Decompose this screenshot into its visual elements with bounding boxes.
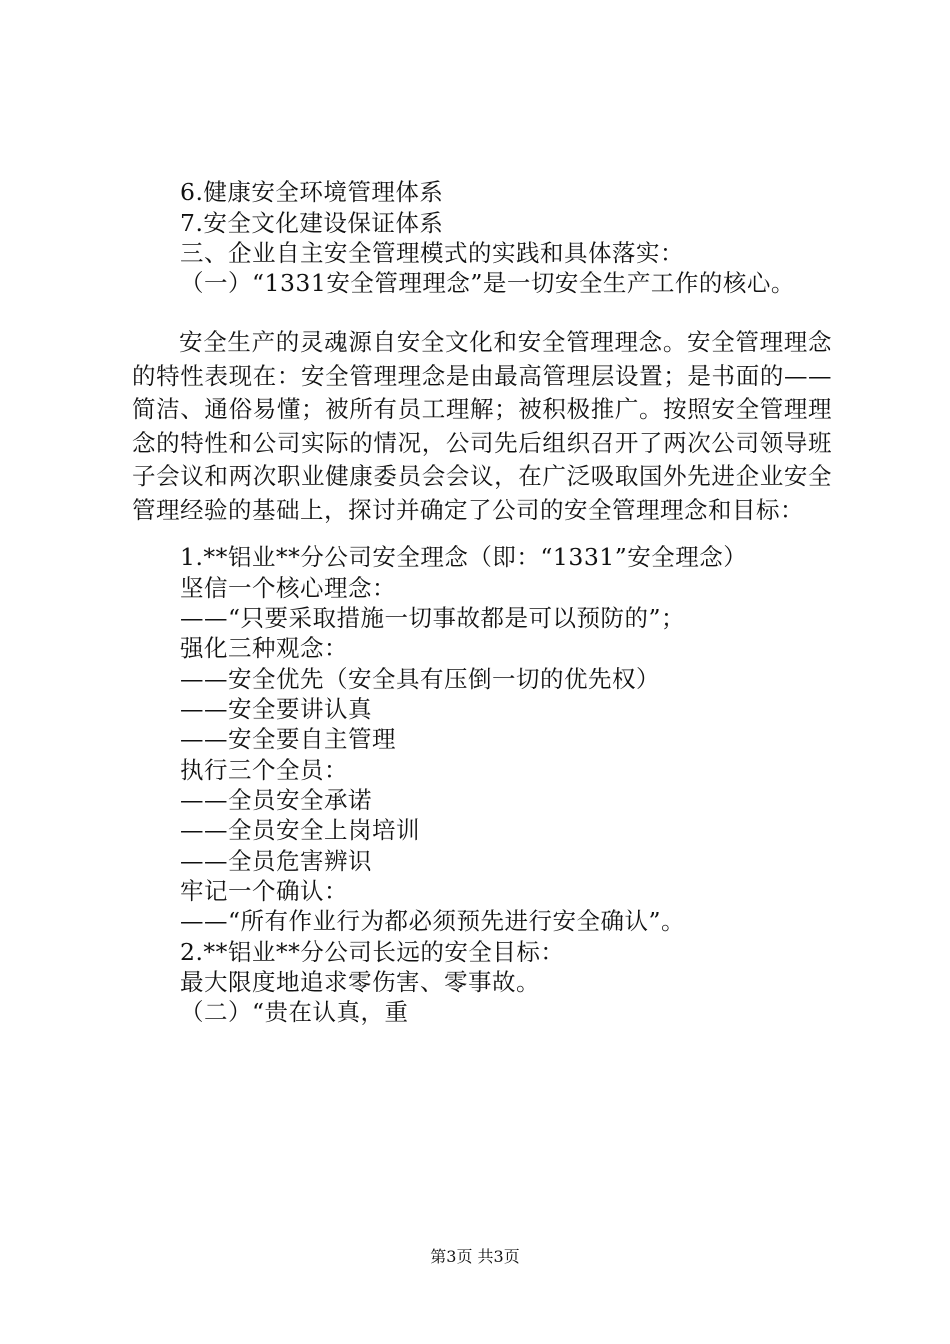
list-item: 执行三个全员： <box>180 756 348 784</box>
list-item: ——全员危害辨识 <box>180 847 372 875</box>
list-item: 6.健康安全环境管理体系 <box>180 178 444 206</box>
page-footer: 第3页 共3页 <box>430 1247 520 1266</box>
list-item: 1.**铝业**分公司安全理念（即：“1331”安全理念） <box>180 543 748 571</box>
list-item: ——“所有作业行为都必须预先进行安全确认”。 <box>180 907 686 935</box>
list-item: ——“只要采取措施一切事故都是可以预防的”； <box>180 604 686 632</box>
list-item: 牢记一个确认： <box>180 877 348 905</box>
list-item: ——安全要讲认真 <box>180 695 372 723</box>
list-item: ——全员安全上岗培训 <box>180 816 420 844</box>
list-item: 2.**铝业**分公司长远的安全目标： <box>180 938 565 966</box>
list-item: 7.安全文化建设保证体系 <box>180 209 444 237</box>
list-item: 最大限度地追求零伤害、零事故。 <box>180 968 540 996</box>
subsection-heading: （一）“1331安全管理理念”是一切安全生产工作的核心。 <box>180 269 795 297</box>
list-item: 坚信一个核心理念： <box>180 574 396 602</box>
list-item: ——全员安全承诺 <box>180 786 372 814</box>
list-item: 强化三种观念： <box>180 634 348 662</box>
section-heading: 三、企业自主安全管理模式的实践和具体落实： <box>180 239 684 267</box>
list-item: ——安全优先（安全具有压倒一切的优先权） <box>180 665 660 693</box>
list-item: ——安全要自主管理 <box>180 725 396 753</box>
subsection-heading: （二）“贵在认真，重 <box>180 998 409 1026</box>
body-paragraph: 安全生产的灵魂源自安全文化和安全管理理念。安全管理理念的特性表现在：安全管理理念是由最高管理层设置；是书面的——简洁、通俗易懂；被所有员工理解；被积极推广。按照安全管理理念的特性和公司实际的情况，公司先后组织召开了两次公司领导班子会议和两次职业健康委员会会议，在广泛吸取国外先进企业安全管理经验的基础上，探讨并确定了公司的安全管理理念和目标： <box>132 328 832 524</box>
